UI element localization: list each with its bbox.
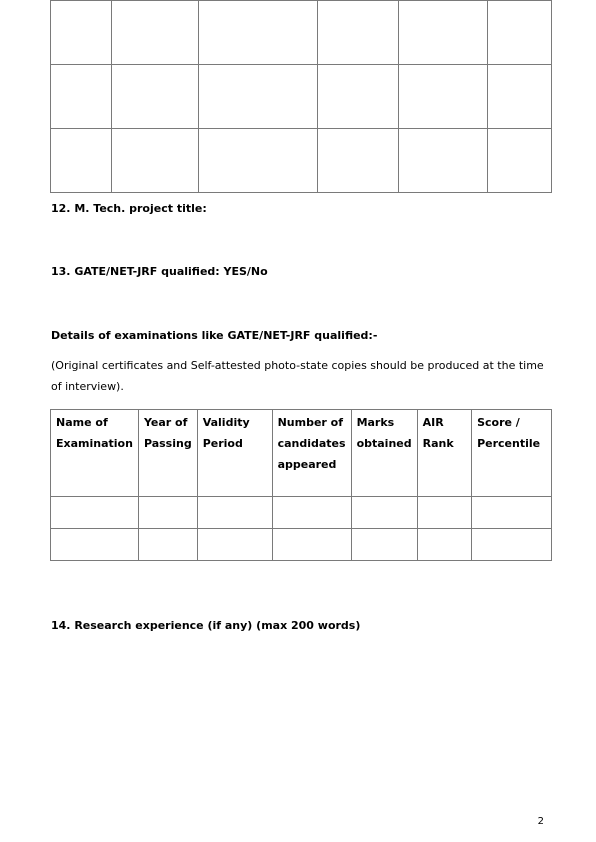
table-row (51, 529, 552, 561)
exam-details-heading: Details of examinations like GATE/NET-JRF qualified:- (51, 329, 378, 342)
research-experience-heading: 14. Research experience (if any) (max 200 words) (51, 619, 361, 632)
table-row (51, 1, 552, 65)
col-header-exam-name: Name of Examination (51, 410, 139, 497)
col-header-candidates: Number of candidates appeared (272, 410, 351, 497)
col-header-validity: Validity Period (197, 410, 272, 497)
col-header-score: Score / Percentile (472, 410, 552, 497)
col-header-marks: Marks obtained (351, 410, 417, 497)
table-row (51, 497, 552, 529)
project-title-heading: 12. M. Tech. project title: (51, 202, 207, 215)
col-header-air-rank: AIR Rank (417, 410, 471, 497)
col-header-year: Year of Passing (138, 410, 197, 497)
table-header-row (51, 410, 552, 497)
page-number: 2 (537, 816, 544, 827)
previous-table (50, 0, 552, 193)
table-row (51, 129, 552, 193)
table-row (51, 65, 552, 129)
gate-qualified-heading: 13. GATE/NET-JRF qualified: YES/No (51, 265, 268, 278)
exam-details-table (50, 409, 552, 561)
certificates-note: (Original certificates and Self-attested photo-state copies should be produced at the time of interview). (51, 359, 544, 393)
